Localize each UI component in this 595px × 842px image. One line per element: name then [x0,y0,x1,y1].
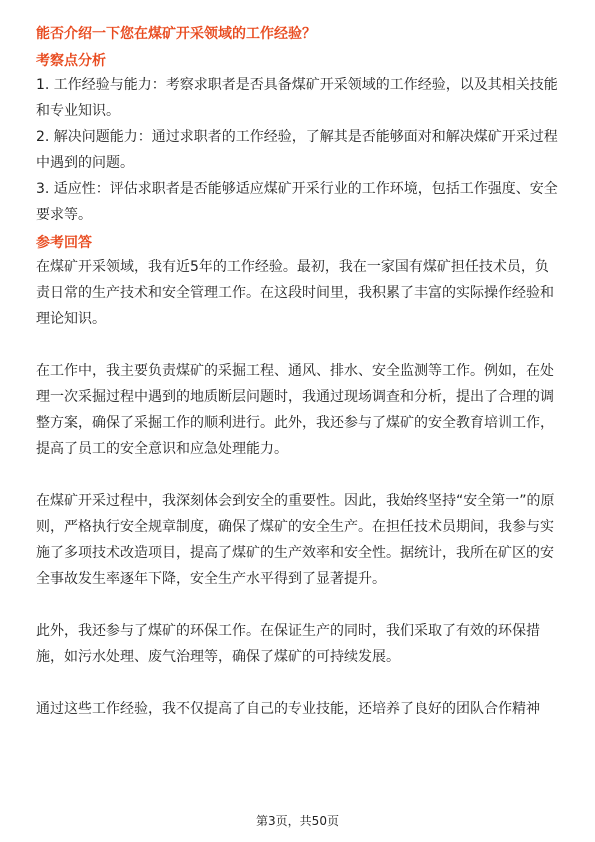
analysis-point: 2. 解决问题能力：通过求职者的工作经验，了解其是否能够面对和解决煤矿开采过程中遇到的问题。 [36,129,558,171]
answer-paragraph: 在煤矿开采领域，我有近5年的工作经验。最初，我在一家国有煤矿担任技术员，负责日常的生产技术和安全管理工作。在这段时间里，我积累了丰富的实际操作经验和理论知识。 [36,259,554,327]
page-number-footer: 第3页，共50页 [256,814,339,828]
answer-heading: 参考回答 [36,235,92,251]
analysis-heading: 考察点分析 [36,53,106,69]
analysis-point: 3. 适应性：评估求职者是否能够适应煤矿开采行业的工作环境，包括工作强度、安全要求等。 [36,181,558,223]
answer-paragraph: 在煤矿开采过程中，我深刻体会到安全的重要性。因此，我始终坚持“安全第一”的原则，严格执行安全规章制度，确保了煤矿的安全生产。在担任技术员期间，我参与实施了多项技术改造项目，提高了煤矿的生产效率和安全性。据统计，我所在矿区的安全事故发生率逐年下降，安全生产水平得到了显著提升。 [36,493,555,587]
analysis-point: 1. 工作经验与能力：考察求职者是否具备煤矿开采领域的工作经验，以及其相关技能和专业知识。 [36,77,558,119]
document-content [36,22,560,722]
answer-paragraph: 此外，我还参与了煤矿的环保工作。在保证生产的同时，我们采取了有效的环保措施，如污水处理、废气治理等，确保了煤矿的可持续发展。 [36,623,540,665]
answer-paragraph: 在工作中，我主要负责煤矿的采掘工程、通风、排水、安全监测等工作。例如，在处理一次采掘过程中遇到的地质断层问题时，我通过现场调查和分析，提出了合理的调整方案，确保了采掘工作的顺利进行。此外，我还参与了煤矿的安全教育培训工作，提高了员工的安全意识和应急处理能力。 [36,363,554,457]
answer-paragraph: 通过这些工作经验，我不仅提高了自己的专业技能，还培养了良好的团队合作精神 [36,701,540,717]
question-title: 能否介绍一下您在煤矿开采领域的工作经验？ [36,26,316,42]
